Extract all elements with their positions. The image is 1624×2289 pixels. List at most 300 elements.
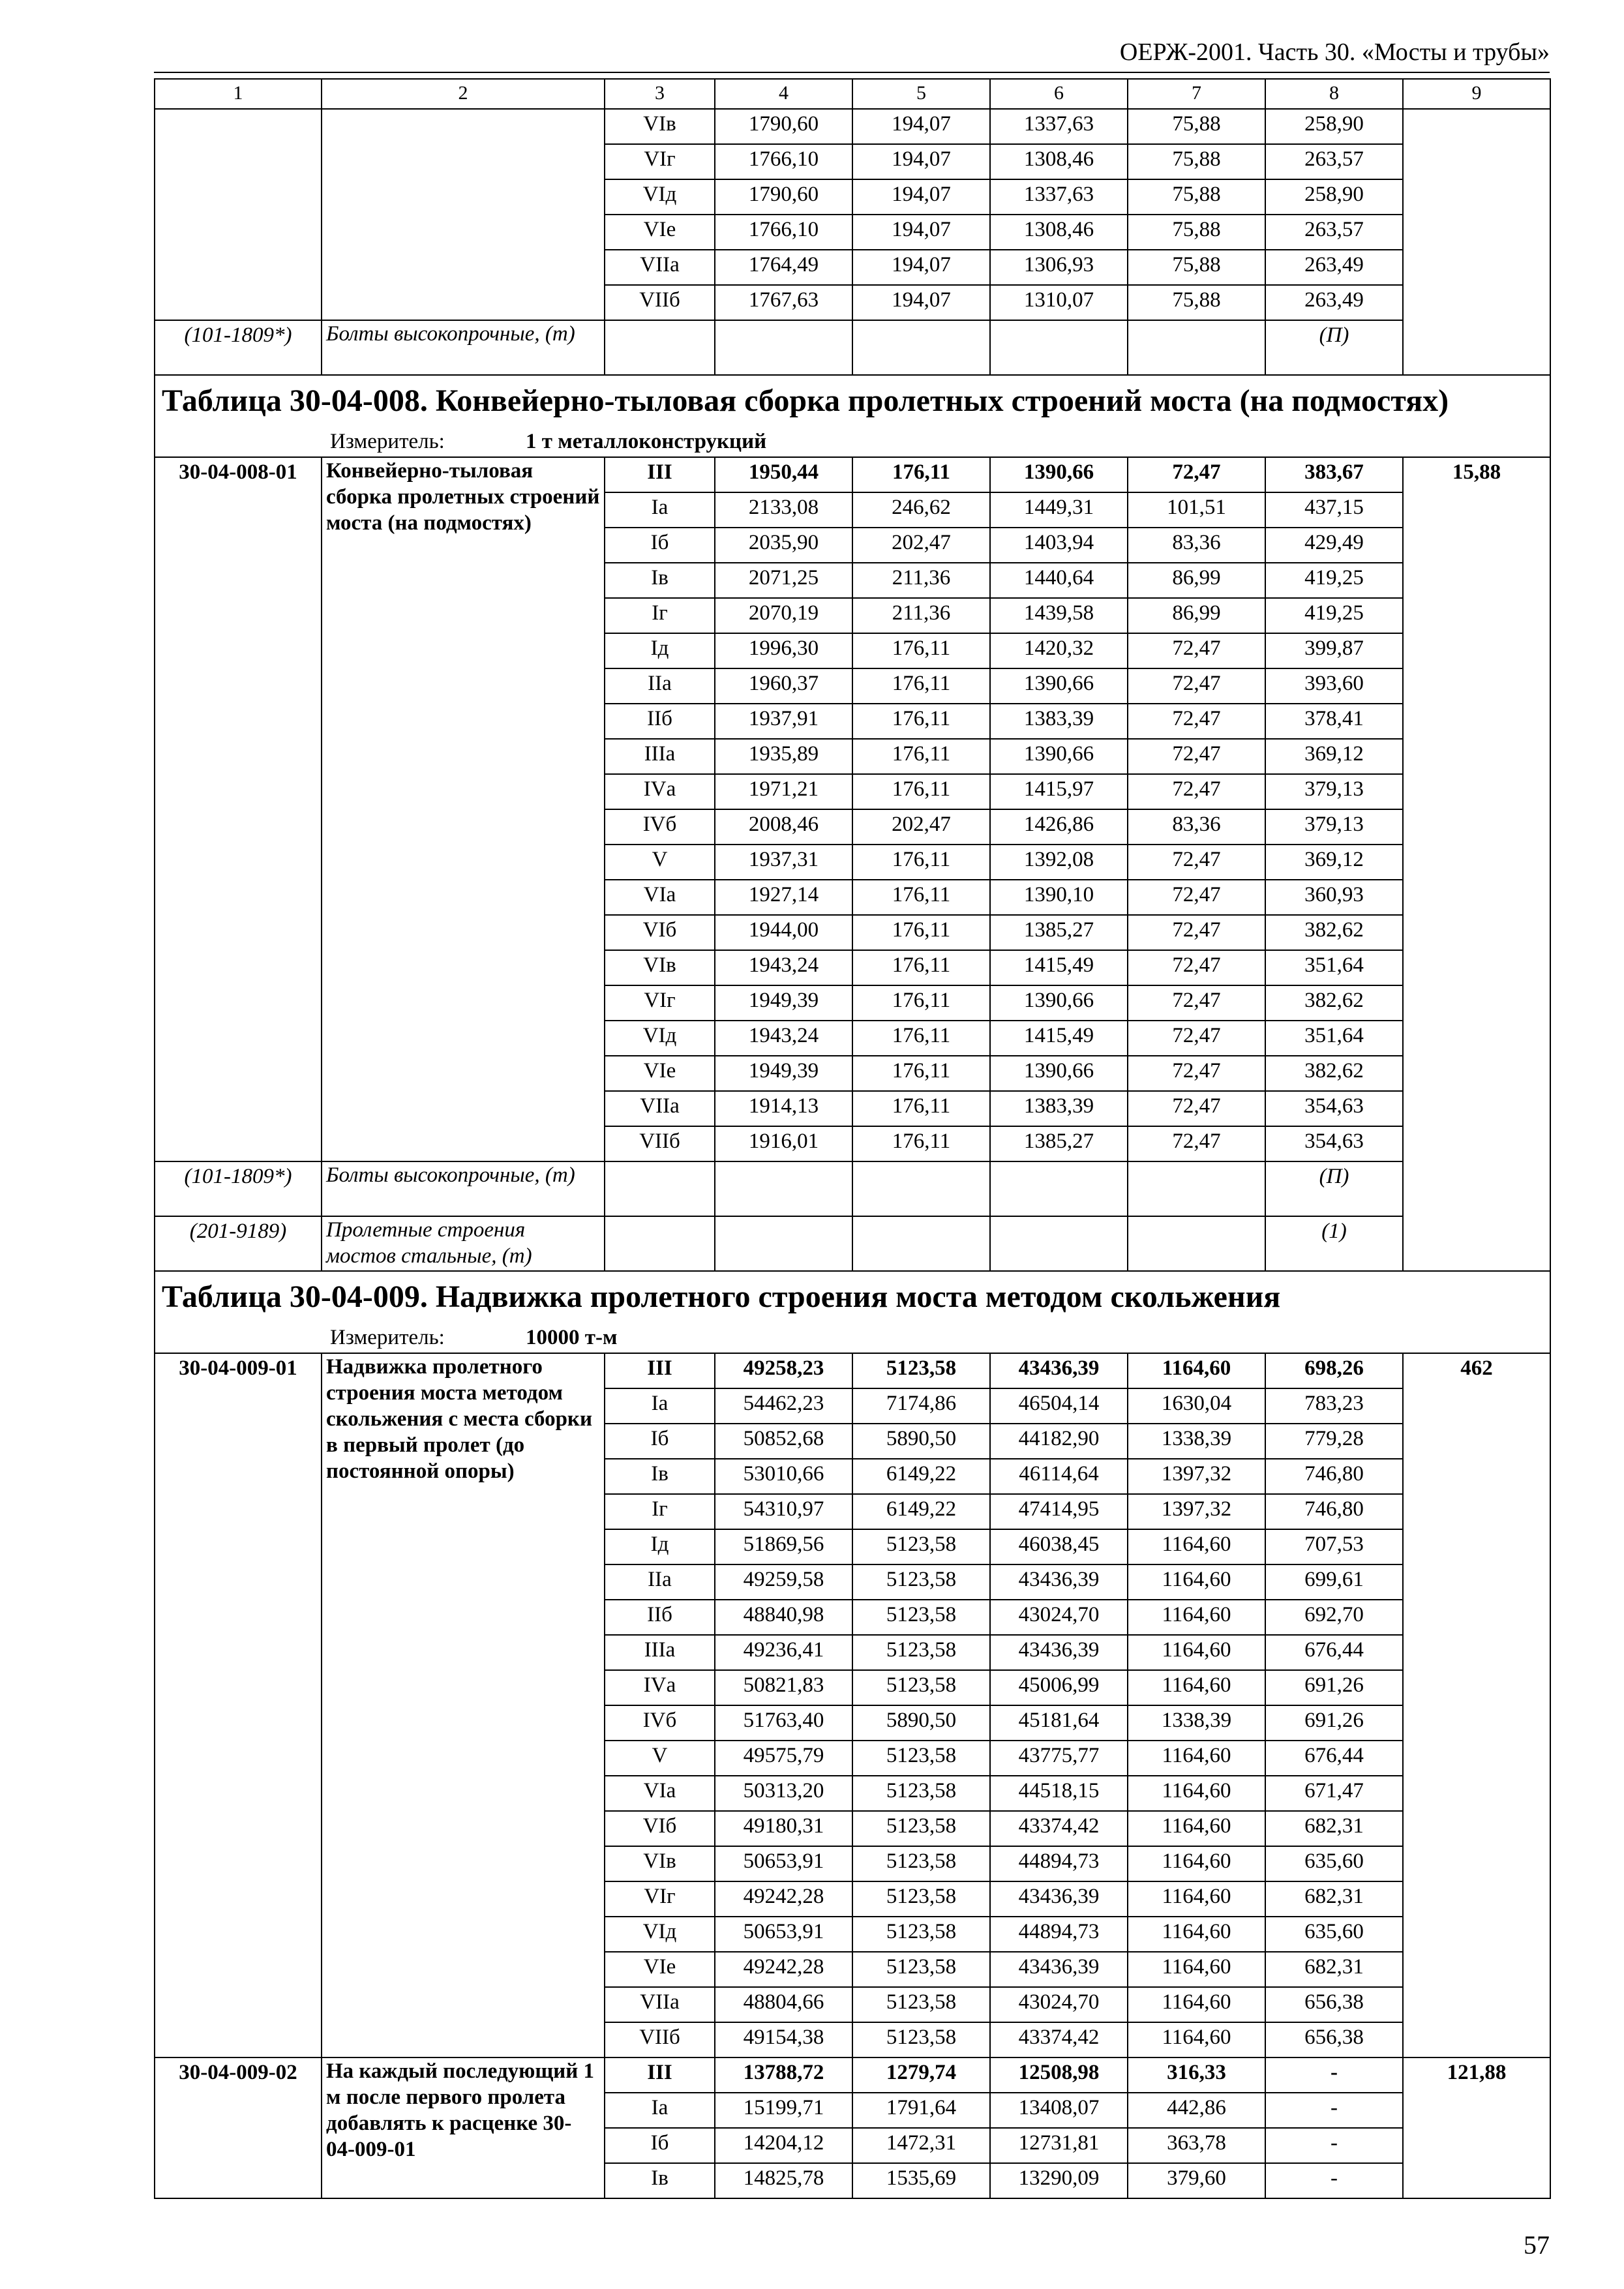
value-cell: 1164,60 (1128, 1635, 1265, 1670)
value-cell: 1937,91 (715, 704, 852, 739)
column-number: 3 (605, 79, 715, 109)
coefficient-cell: VIа (605, 1776, 715, 1811)
value-cell: 783,23 (1265, 1388, 1403, 1424)
measure-cell (155, 1324, 1550, 1353)
empty-cell (715, 1216, 852, 1271)
value-cell: 2008,46 (715, 809, 852, 845)
coefficient-cell: Iд (605, 633, 715, 668)
value-cell: 1390,66 (990, 457, 1128, 492)
labor-cost-cell: 121,88 (1403, 2057, 1550, 2198)
rate-name: Надвижка пролетного строения моста методом скольжения с места сборки в первый пролет (до постоянной опоры) (322, 1353, 605, 2057)
value-cell: 46038,45 (990, 1529, 1128, 1564)
value-cell: 43374,42 (990, 1811, 1128, 1846)
value-cell: 176,11 (852, 1091, 990, 1126)
value-cell: 656,38 (1265, 2022, 1403, 2057)
value-cell: 1310,07 (990, 285, 1128, 320)
measure-label: Измеритель: (330, 430, 445, 453)
value-cell: 378,41 (1265, 704, 1403, 739)
coefficient-cell: III (605, 2057, 715, 2093)
value-cell: 50852,68 (715, 1424, 852, 1459)
value-cell: 49154,38 (715, 2022, 852, 2057)
value-cell: 43024,70 (990, 1600, 1128, 1635)
value-cell: 1472,31 (852, 2128, 990, 2163)
value-cell: 1535,69 (852, 2163, 990, 2198)
value-cell: 1338,39 (1128, 1424, 1265, 1459)
value-cell: 1164,60 (1128, 1917, 1265, 1952)
value-cell: 1164,60 (1128, 1987, 1265, 2022)
value-cell: 5123,58 (852, 1529, 990, 1564)
coefficient-cell: IVа (605, 774, 715, 809)
value-cell: 72,47 (1128, 985, 1265, 1021)
column-number: 8 (1265, 79, 1403, 109)
coefficient-cell: IIб (605, 704, 715, 739)
value-cell: 363,78 (1128, 2128, 1265, 2163)
empty-cell (605, 320, 715, 375)
coefficient-cell: Iв (605, 2163, 715, 2198)
value-cell: 194,07 (852, 215, 990, 250)
value-cell: 399,87 (1265, 633, 1403, 668)
coefficient-cell: III (605, 1353, 715, 1388)
value-cell: 1308,46 (990, 215, 1128, 250)
value-cell: 72,47 (1128, 845, 1265, 880)
value-cell: 72,47 (1128, 633, 1265, 668)
value-cell: 50313,20 (715, 1776, 852, 1811)
value-cell: - (1265, 2057, 1403, 2093)
value-cell: 351,64 (1265, 950, 1403, 985)
value-cell: 2035,90 (715, 528, 852, 563)
value-cell: 5123,58 (852, 1564, 990, 1600)
value-cell: 1164,60 (1128, 1846, 1265, 1881)
value-cell: 1164,60 (1128, 1811, 1265, 1846)
value-cell: 1164,60 (1128, 2022, 1265, 2057)
value-cell: 2133,08 (715, 492, 852, 528)
value-cell: 44894,73 (990, 1846, 1128, 1881)
value-cell: 211,36 (852, 598, 990, 633)
value-cell: 176,11 (852, 845, 990, 880)
column-number: 6 (990, 79, 1128, 109)
coefficient-cell: Iг (605, 1494, 715, 1529)
coefficient-cell: IIIа (605, 739, 715, 774)
value-cell: 691,26 (1265, 1670, 1403, 1705)
value-cell: 5123,58 (852, 1811, 990, 1846)
value-cell: 1440,64 (990, 563, 1128, 598)
value-cell: 379,13 (1265, 774, 1403, 809)
value-cell: 5123,58 (852, 1881, 990, 1917)
value-cell: 263,57 (1265, 144, 1403, 179)
empty-cell (1128, 1161, 1265, 1216)
coefficient-cell: Iб (605, 2128, 715, 2163)
column-number: 7 (1128, 79, 1265, 109)
value-cell: 48840,98 (715, 1600, 852, 1635)
note-row (155, 320, 1550, 375)
note-row (155, 1161, 1550, 1216)
resource-qty: (1) (1265, 1216, 1403, 1271)
value-cell: 5123,58 (852, 1353, 990, 1388)
value-cell: 72,47 (1128, 774, 1265, 809)
value-cell: 5890,50 (852, 1705, 990, 1741)
value-cell: 1392,08 (990, 845, 1128, 880)
value-cell: 419,25 (1265, 598, 1403, 633)
coefficient-cell: VIIб (605, 2022, 715, 2057)
coefficient-cell: V (605, 1741, 715, 1776)
value-cell: 13788,72 (715, 2057, 852, 2093)
coefficient-cell: VIе (605, 1952, 715, 1987)
empty-cell (852, 1161, 990, 1216)
value-cell: 13408,07 (990, 2093, 1128, 2128)
value-cell: 1337,63 (990, 179, 1128, 215)
value-cell: 635,60 (1265, 1917, 1403, 1952)
value-cell: 1164,60 (1128, 1600, 1265, 1635)
value-cell: 635,60 (1265, 1846, 1403, 1881)
coefficient-cell: VIе (605, 1056, 715, 1091)
empty-cell (990, 320, 1128, 375)
value-cell: 1385,27 (990, 915, 1128, 950)
value-cell: 6149,22 (852, 1494, 990, 1529)
value-cell: 101,51 (1128, 492, 1265, 528)
value-cell: 5123,58 (852, 2022, 990, 2057)
note-row (155, 1216, 1550, 1271)
value-cell: 1308,46 (990, 144, 1128, 179)
value-cell: 263,49 (1265, 250, 1403, 285)
coefficient-cell: IIб (605, 1600, 715, 1635)
table-row (155, 1353, 1550, 1388)
value-cell: 1916,01 (715, 1126, 852, 1161)
value-cell: 682,31 (1265, 1952, 1403, 1987)
value-cell: 14825,78 (715, 2163, 852, 2198)
value-cell: 194,07 (852, 285, 990, 320)
coefficient-cell: Iв (605, 1459, 715, 1494)
value-cell: 1935,89 (715, 739, 852, 774)
coefficient-cell: IIа (605, 1564, 715, 1600)
value-cell: 54462,23 (715, 1388, 852, 1424)
value-cell: 5123,58 (852, 1776, 990, 1811)
value-cell: 50653,91 (715, 1917, 852, 1952)
empty-cell (1403, 109, 1550, 375)
value-cell: 194,07 (852, 179, 990, 215)
value-cell: 5123,58 (852, 1635, 990, 1670)
value-cell: 1164,60 (1128, 1670, 1265, 1705)
resource-code: (101-1809*) (155, 320, 322, 375)
value-cell: 72,47 (1128, 950, 1265, 985)
value-cell: 1764,49 (715, 250, 852, 285)
value-cell: 75,88 (1128, 109, 1265, 144)
column-number-row (155, 79, 1550, 109)
column-number: 1 (155, 79, 322, 109)
coefficient-cell: VIв (605, 1846, 715, 1881)
value-cell: 1338,39 (1128, 1705, 1265, 1741)
value-cell: 13290,09 (990, 2163, 1128, 2198)
table-title: Таблица 30-04-009. Надвижка пролетного строения моста методом скольжения (155, 1271, 1550, 1324)
value-cell: 382,62 (1265, 915, 1403, 950)
value-cell: 707,53 (1265, 1529, 1403, 1564)
value-cell: 1790,60 (715, 179, 852, 215)
value-cell: 43436,39 (990, 1881, 1128, 1917)
value-cell: 1390,66 (990, 1056, 1128, 1091)
value-cell: 50821,83 (715, 1670, 852, 1705)
value-cell: 176,11 (852, 774, 990, 809)
coefficient-cell: VIIб (605, 1126, 715, 1161)
value-cell: 258,90 (1265, 179, 1403, 215)
value-cell: 83,36 (1128, 528, 1265, 563)
value-cell: 691,26 (1265, 1705, 1403, 1741)
table-title: Таблица 30-04-008. Конвейерно-тыловая сборка пролетных строений моста (на подмостях) (155, 375, 1550, 428)
header-rule (154, 72, 1550, 73)
resource-code: (101-1809*) (155, 1161, 322, 1216)
value-cell: - (1265, 2163, 1403, 2198)
coefficient-cell: VIIб (605, 285, 715, 320)
value-cell: 44518,15 (990, 1776, 1128, 1811)
value-cell: 437,15 (1265, 492, 1403, 528)
coefficient-cell: Iб (605, 528, 715, 563)
labor-cost-cell: 15,88 (1403, 457, 1550, 1271)
value-cell: 72,47 (1128, 668, 1265, 704)
coefficient-cell: VIв (605, 109, 715, 144)
coefficient-cell: VIб (605, 915, 715, 950)
value-cell: 46114,64 (990, 1459, 1128, 1494)
value-cell: 1449,31 (990, 492, 1128, 528)
value-cell: 316,33 (1128, 2057, 1265, 2093)
value-cell: 1960,37 (715, 668, 852, 704)
value-cell: 2070,19 (715, 598, 852, 633)
value-cell: 54310,97 (715, 1494, 852, 1529)
value-cell: 15199,71 (715, 2093, 852, 2128)
value-cell: 72,47 (1128, 1091, 1265, 1126)
value-cell: 1164,60 (1128, 1741, 1265, 1776)
value-cell: 49236,41 (715, 1635, 852, 1670)
value-cell: 369,12 (1265, 845, 1403, 880)
value-cell: 1790,60 (715, 109, 852, 144)
value-cell: 382,62 (1265, 1056, 1403, 1091)
value-cell: 48804,66 (715, 1987, 852, 2022)
value-cell: 382,62 (1265, 985, 1403, 1021)
value-cell: 1164,60 (1128, 1564, 1265, 1600)
value-cell: 393,60 (1265, 668, 1403, 704)
value-cell: 1950,44 (715, 457, 852, 492)
coefficient-cell: Iа (605, 1388, 715, 1424)
value-cell: 72,47 (1128, 704, 1265, 739)
coefficient-cell: IVа (605, 1670, 715, 1705)
value-cell: 5123,58 (852, 1741, 990, 1776)
value-cell: 1383,39 (990, 1091, 1128, 1126)
value-cell: 49575,79 (715, 1741, 852, 1776)
value-cell: 263,49 (1265, 285, 1403, 320)
value-cell: 1390,66 (990, 985, 1128, 1021)
value-cell: 176,11 (852, 633, 990, 668)
value-cell: 176,11 (852, 457, 990, 492)
value-cell: 746,80 (1265, 1459, 1403, 1494)
value-cell: 194,07 (852, 144, 990, 179)
value-cell: 5123,58 (852, 1952, 990, 1987)
value-cell: 176,11 (852, 880, 990, 915)
value-cell: 45006,99 (990, 1670, 1128, 1705)
value-cell: 1630,04 (1128, 1388, 1265, 1424)
value-cell: 1164,60 (1128, 1353, 1265, 1388)
value-cell: 75,88 (1128, 179, 1265, 215)
labor-cost-cell: 462 (1403, 1353, 1550, 2057)
value-cell: 258,90 (1265, 109, 1403, 144)
resource-name: Пролетные строения мостов стальные, (т) (322, 1216, 605, 1271)
coefficient-cell: Iд (605, 1529, 715, 1564)
value-cell: 49242,28 (715, 1881, 852, 1917)
coefficient-cell: IVб (605, 1705, 715, 1741)
value-cell: 263,57 (1265, 215, 1403, 250)
value-cell: 360,93 (1265, 880, 1403, 915)
rate-name: Конвейерно-тыловая сборка пролетных строений моста (на подмостях) (322, 457, 605, 1161)
value-cell: 194,07 (852, 109, 990, 144)
value-cell: 202,47 (852, 809, 990, 845)
value-cell: 194,07 (852, 250, 990, 285)
value-cell: 699,61 (1265, 1564, 1403, 1600)
value-cell: 75,88 (1128, 285, 1265, 320)
value-cell: 12508,98 (990, 2057, 1128, 2093)
empty-cell (322, 109, 605, 320)
coefficient-cell: VIб (605, 1811, 715, 1846)
coefficient-cell: VIIа (605, 1987, 715, 2022)
value-cell: 1944,00 (715, 915, 852, 950)
value-cell: 72,47 (1128, 1056, 1265, 1091)
value-cell: 202,47 (852, 528, 990, 563)
value-cell: 1420,32 (990, 633, 1128, 668)
value-cell: 442,86 (1128, 2093, 1265, 2128)
measure-value: 1 т металлоконструкций (526, 430, 767, 453)
value-cell: 1390,10 (990, 880, 1128, 915)
coefficient-cell: IVб (605, 809, 715, 845)
empty-cell (605, 1216, 715, 1271)
value-cell: 1383,39 (990, 704, 1128, 739)
table-row (155, 109, 1550, 144)
value-cell: 1766,10 (715, 144, 852, 179)
value-cell: 1385,27 (990, 1126, 1128, 1161)
value-cell: 6149,22 (852, 1459, 990, 1494)
resource-code: (201-9189) (155, 1216, 322, 1271)
coefficient-cell: VIд (605, 1917, 715, 1952)
value-cell: 46504,14 (990, 1388, 1128, 1424)
coefficient-cell: Iа (605, 492, 715, 528)
value-cell: 75,88 (1128, 215, 1265, 250)
value-cell: 1943,24 (715, 1021, 852, 1056)
empty-cell (852, 320, 990, 375)
table-row (155, 457, 1550, 492)
value-cell: 45181,64 (990, 1705, 1128, 1741)
table-title-row (155, 375, 1550, 428)
value-cell: 692,70 (1265, 1600, 1403, 1635)
value-cell: 176,11 (852, 915, 990, 950)
value-cell: 176,11 (852, 1126, 990, 1161)
empty-cell (852, 1216, 990, 1271)
value-cell: 176,11 (852, 985, 990, 1021)
value-cell: 1971,21 (715, 774, 852, 809)
value-cell: 51869,56 (715, 1529, 852, 1564)
value-cell: - (1265, 2128, 1403, 2163)
value-cell: 671,47 (1265, 1776, 1403, 1811)
value-cell: 176,11 (852, 1056, 990, 1091)
value-cell: 698,26 (1265, 1353, 1403, 1388)
value-cell: 43436,39 (990, 1952, 1128, 1987)
resource-qty: (П) (1265, 1161, 1403, 1216)
value-cell: 83,36 (1128, 809, 1265, 845)
value-cell: 1439,58 (990, 598, 1128, 633)
value-cell: 44894,73 (990, 1917, 1128, 1952)
value-cell: 354,63 (1265, 1091, 1403, 1126)
value-cell: 779,28 (1265, 1424, 1403, 1459)
empty-cell (990, 1216, 1128, 1271)
measure-label: Измеритель: (330, 1326, 445, 1349)
table-row (155, 2057, 1550, 2093)
value-cell: 1164,60 (1128, 1529, 1265, 1564)
value-cell: 43024,70 (990, 1987, 1128, 2022)
value-cell: 676,44 (1265, 1741, 1403, 1776)
value-cell: 1943,24 (715, 950, 852, 985)
value-cell: 75,88 (1128, 250, 1265, 285)
value-cell: 86,99 (1128, 563, 1265, 598)
value-cell: 72,47 (1128, 1021, 1265, 1056)
value-cell: 676,44 (1265, 1635, 1403, 1670)
value-cell: 354,63 (1265, 1126, 1403, 1161)
value-cell: 682,31 (1265, 1881, 1403, 1917)
value-cell: 746,80 (1265, 1494, 1403, 1529)
value-cell: 43436,39 (990, 1353, 1128, 1388)
rate-code: 30-04-009-02 (155, 2057, 322, 2198)
value-cell: 1306,93 (990, 250, 1128, 285)
value-cell: 72,47 (1128, 457, 1265, 492)
value-cell: 1397,32 (1128, 1459, 1265, 1494)
column-number: 4 (715, 79, 852, 109)
value-cell: 1767,63 (715, 285, 852, 320)
measure-value: 10000 т-м (526, 1326, 618, 1349)
value-cell: 49242,28 (715, 1952, 852, 1987)
value-cell: 176,11 (852, 1021, 990, 1056)
coefficient-cell: VIIа (605, 1091, 715, 1126)
value-cell: 429,49 (1265, 528, 1403, 563)
measure-row (155, 428, 1550, 457)
empty-cell (715, 1161, 852, 1216)
value-cell: 1949,39 (715, 1056, 852, 1091)
resource-name: Болты высокопрочные, (т) (322, 1161, 605, 1216)
table-title-row (155, 1271, 1550, 1324)
value-cell: 75,88 (1128, 144, 1265, 179)
empty-cell (155, 109, 322, 320)
value-cell: 2071,25 (715, 563, 852, 598)
coefficient-cell: Iб (605, 1424, 715, 1459)
value-cell: 14204,12 (715, 2128, 852, 2163)
coefficient-cell: VIв (605, 950, 715, 985)
coefficient-cell: V (605, 845, 715, 880)
value-cell: 1927,14 (715, 880, 852, 915)
value-cell: 5123,58 (852, 1670, 990, 1705)
value-cell: 51763,40 (715, 1705, 852, 1741)
coefficient-cell: VIд (605, 1021, 715, 1056)
running-header: ОЕРЖ-2001. Часть 30. «Мосты и трубы» (1119, 38, 1550, 66)
value-cell: 49180,31 (715, 1811, 852, 1846)
coefficient-cell: IIа (605, 668, 715, 704)
value-cell: 176,11 (852, 668, 990, 704)
value-cell: 43374,42 (990, 2022, 1128, 2057)
value-cell: 50653,91 (715, 1846, 852, 1881)
value-cell: 86,99 (1128, 598, 1265, 633)
value-cell: 72,47 (1128, 880, 1265, 915)
resource-qty: (П) (1265, 320, 1403, 375)
value-cell: 1415,97 (990, 774, 1128, 809)
value-cell: 1403,94 (990, 528, 1128, 563)
coefficient-cell: Iа (605, 2093, 715, 2128)
coefficient-cell: VIг (605, 1881, 715, 1917)
value-cell: 1337,63 (990, 109, 1128, 144)
value-cell: 682,31 (1265, 1811, 1403, 1846)
coefficient-cell: VIIа (605, 250, 715, 285)
page-number: 57 (1524, 2230, 1550, 2260)
value-cell: 176,11 (852, 704, 990, 739)
value-cell: 49259,58 (715, 1564, 852, 1600)
